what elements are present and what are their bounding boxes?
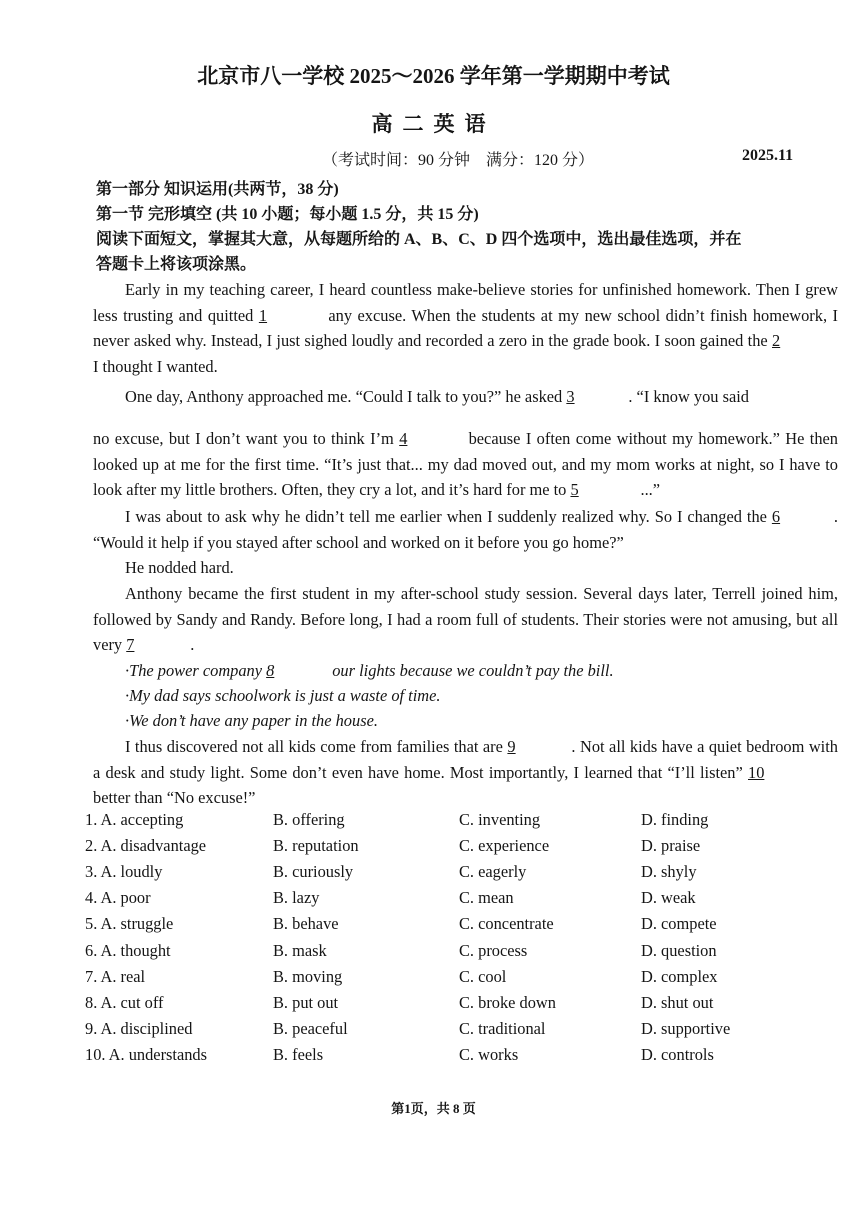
question-9-option-a: 9. A. disciplined — [85, 1018, 193, 1038]
question-7-option-a: 7. A. real — [85, 966, 146, 986]
part-heading: 第一部分 知识运用(共两节，38 分) — [96, 181, 339, 198]
paragraph-3: no excuse, but I don’t want you to think I’m 4 because I often come without my homework.” He then looked up at me for the first time. “It’s just that... my dad moved out, and my mom works at night, so I have to look after my little brothers. Often, they cry a lot, and it’s hard for me to 5 ...” — [93, 426, 838, 503]
question-3-option-b: B. curiously — [273, 862, 354, 882]
question-1-option-d: D. finding — [641, 810, 709, 829]
question-10-option-d: D. controls — [641, 1044, 714, 1064]
blank-2: 2 — [772, 331, 781, 351]
question-4-option-a: 4. A. poor — [85, 888, 151, 908]
question-9-option-c: C. traditional — [459, 1018, 546, 1038]
question-8-option-a: 8. A. cut off — [85, 992, 164, 1012]
quote-1: ·The power company 8 our lights because we couldn’t pay the bill. — [93, 658, 838, 684]
question-7-option-b: B. moving — [273, 966, 343, 986]
page-footer: 第1页，共 8 页 — [391, 1101, 476, 1116]
paragraph-7: I thus discovered not all kids come from families that are 9 . Not all kids have a quiet bedroom with a desk and study light. Some don’t even have home. Most importantly, I learned that “I’ll listen” 10 better than “No excuse!” — [93, 734, 838, 811]
blank-3: 3 — [566, 387, 575, 406]
question-3-option-a: 3. A. loudly — [85, 862, 163, 882]
blank-8: 8 — [266, 661, 275, 680]
paragraph-6: Anthony became the first student in my after-school study session. Several days later, Terrell joined him, followed by Sandy and Randy. Before long, I had a room full of students. Their stories were not amusing, but all very 7 . — [93, 581, 838, 658]
question-3-option-d: D. shyly — [641, 862, 697, 882]
exam-date: 2025.11 — [742, 147, 794, 164]
blank-9: 9 — [507, 737, 516, 756]
paragraph-1: Early in my teaching career, I heard countless make-believe stories for unfinished homework. Then I grew less trusting and quitted 1 any excuse. When the students at my new school didn’t finish homework, I never asked why. Instead, I just sighed loudly and recorded a zero in the grade book. I soon gained the 2 I thought I wanted. — [93, 280, 839, 376]
question-4-option-c: C. mean — [459, 888, 514, 908]
question-3-option-c: C. eagerly — [459, 862, 527, 882]
question-8-option-d: D. shut out — [641, 992, 714, 1012]
instructions-line-1: 阅读下面短文，掌握其大意，从每题所给的 A、B、C、D 四个选项中，选出最佳选项，并在 — [96, 231, 742, 248]
question-5-option-d: D. compete — [641, 914, 717, 934]
instructions-line-2: 答题卡上将该项涂黑。 — [96, 256, 257, 273]
question-7-option-d: D. complex — [641, 966, 718, 986]
question-4-option-d: D. weak — [641, 888, 696, 908]
quote-3: ·We don’t have any paper in the house. — [125, 711, 378, 730]
section-heading: 第一节 完形填空 (共 10 小题；每小题 1.5 分，共 15 分) — [96, 206, 479, 223]
question-6-option-a: 6. A. thought — [85, 940, 171, 960]
blank-7: 7 — [126, 635, 135, 655]
question-7-option-c: C. cool — [459, 966, 507, 986]
paragraph-2: One day, Anthony approached me. “Could I talk to you?” he asked 3 . “I know you said — [93, 384, 838, 410]
question-5-option-c: C. concentrate — [459, 914, 554, 934]
question-6-option-b: B. mask — [273, 940, 327, 960]
exam-title: 北京市八一学校 2025～2026 学年第一学期期中考试 — [197, 64, 670, 88]
question-8-option-c: C. broke down — [459, 992, 556, 1012]
paragraph-4: I was about to ask why he didn’t tell me earlier when I suddenly realized why. So I changed the 6 . “Would it help if you stayed after school and worked on it before you go home?” — [93, 504, 838, 555]
exam-time-info: （考试时间：90 分钟 满分：120 分） — [322, 152, 595, 169]
blank-6: 6 — [771, 507, 781, 526]
paragraph-5: He nodded hard. — [125, 558, 234, 577]
question-5-option-b: B. behave — [273, 914, 339, 934]
question-6-option-c: C. process — [459, 940, 528, 960]
blank-4: 4 — [399, 429, 408, 448]
question-10-option-c: C. works — [459, 1044, 519, 1064]
question-2-option-c: C. experience — [459, 836, 550, 856]
question-2-option-b: B. reputation — [273, 836, 359, 856]
question-5-option-a: 5. A. struggle — [85, 914, 174, 934]
blank-5: 5 — [570, 480, 579, 500]
question-1-option-b: B. offering — [273, 810, 345, 829]
question-4-option-b: B. lazy — [273, 888, 320, 908]
quote-2: ·My dad says schoolwork is just a waste of time. — [125, 686, 441, 705]
question-8-option-b: B. put out — [273, 992, 339, 1012]
question-1-option-a: 1. A. accepting — [85, 810, 184, 829]
question-9-option-b: B. peaceful — [273, 1018, 348, 1038]
question-10-option-a: 10. A. understands — [85, 1044, 208, 1064]
blank-10: 10 — [748, 762, 765, 782]
question-1-option-c: C. inventing — [459, 810, 541, 829]
question-2-option-d: D. praise — [641, 836, 701, 856]
question-9-option-d: D. supportive — [641, 1018, 731, 1038]
question-2-option-a: 2. A. disadvantage — [85, 836, 207, 856]
question-10-option-b: B. feels — [273, 1044, 324, 1064]
subject-title: 高二英语 — [371, 112, 496, 136]
question-6-option-d: D. question — [641, 940, 717, 960]
blank-1: 1 — [258, 305, 268, 325]
